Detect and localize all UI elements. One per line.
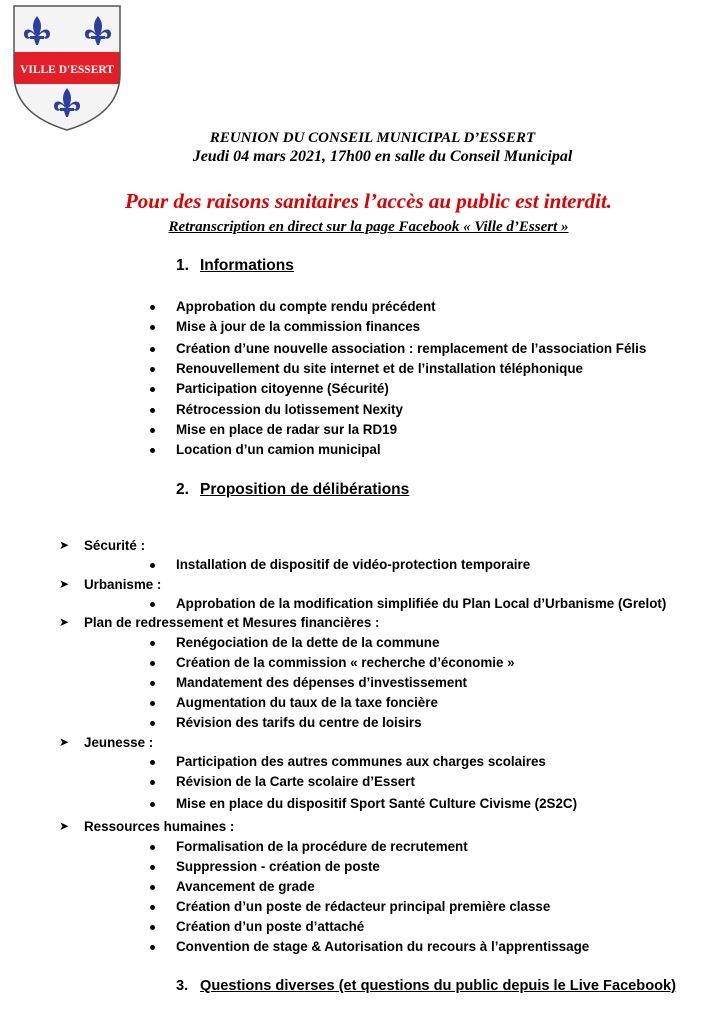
list-item: Révision de la Carte scolaire d’Essert xyxy=(176,774,415,789)
list-item: Convention de stage & Autorisation du recours à l’apprentissage xyxy=(176,939,589,954)
list-item: Création d’un poste de rédacteur principal première classe xyxy=(176,899,550,914)
category-securite: ➤ Sécurité : xyxy=(59,538,146,553)
list-item: Renégociation de la dette de la commune xyxy=(176,635,439,650)
list-item: Création d’une nouvelle association : remplacement de l’association Félis xyxy=(176,341,646,356)
list-item: Mise à jour de la commission finances xyxy=(176,319,420,334)
list-item: Installation de dispositif de vidéo-protection temporaire xyxy=(176,557,530,572)
arrow-bullet-icon: ➤ xyxy=(59,577,70,591)
list-item: Augmentation du taux de la taxe foncière xyxy=(176,695,438,710)
list-item: Mise en place du dispositif Sport Santé Culture Civisme (2S2C) xyxy=(176,796,577,811)
public-access-notice: Pour des raisons sanitaires l’accès au public est interdit. xyxy=(124,189,613,213)
list-item: Formalisation de la procédure de recrutement xyxy=(176,839,468,854)
list-item: Création de la commission « recherche d’économie » xyxy=(176,655,515,670)
meeting-title: REUNION DU CONSEIL MUNICIPAL D’ESSERT xyxy=(209,130,536,146)
list-item: Avancement de grade xyxy=(176,879,315,894)
section-heading-deliberations: 2. Proposition de délibérations xyxy=(176,481,410,498)
arrow-bullet-icon: ➤ xyxy=(59,735,70,749)
category-jeunesse: ➤ Jeunesse : xyxy=(59,735,154,750)
list-item: Participation citoyenne (Sécurité) xyxy=(176,381,389,396)
list-item: Rétrocession du lotissement Nexity xyxy=(176,402,403,417)
list-item: Révision des tarifs du centre de loisirs xyxy=(176,715,422,730)
arrow-bullet-icon: ➤ xyxy=(59,615,70,629)
category-plan-redressement: ➤ Plan de redressement et Mesures financières : xyxy=(59,615,380,630)
list-item: Mise en place de radar sur la RD19 xyxy=(176,422,397,437)
list-item: Location d’un camion municipal xyxy=(176,442,381,457)
list-item: Approbation de la modification simplifiée du Plan Local d’Urbanisme (Grelot) xyxy=(176,596,666,611)
list-item: Participation des autres communes aux charges scolaires xyxy=(176,754,546,769)
list-item: Mandatement des dépenses d’investissement xyxy=(176,675,467,690)
category-ressources-humaines: ➤ Ressources humaines : xyxy=(59,819,235,834)
arrow-bullet-icon: ➤ xyxy=(59,819,70,833)
section-heading-informations: 1. Informations xyxy=(176,257,294,274)
arrow-bullet-icon: ➤ xyxy=(59,538,70,552)
facebook-live-notice: Retranscription en direct sur la page Facebook « Ville d’Essert » xyxy=(168,219,569,235)
meeting-date: Jeudi 04 mars 2021, 17h00 en salle du Conseil Municipal xyxy=(192,148,573,165)
list-item: Renouvellement du site internet et de l’installation téléphonique xyxy=(176,361,583,376)
section-heading-questions: 3. Questions diverses (et questions du public depuis le Live Facebook) xyxy=(176,978,677,994)
list-item: Approbation du compte rendu précédent xyxy=(176,299,436,314)
coat-of-arms-logo xyxy=(12,4,122,132)
category-urbanisme: ➤ Urbanisme : xyxy=(59,577,162,592)
list-item: Suppression - création de poste xyxy=(176,859,380,874)
svg-text:VILLE D'ESSERT: VILLE D'ESSERT xyxy=(20,64,114,76)
list-item: Création d’un poste d’attaché xyxy=(176,919,364,934)
